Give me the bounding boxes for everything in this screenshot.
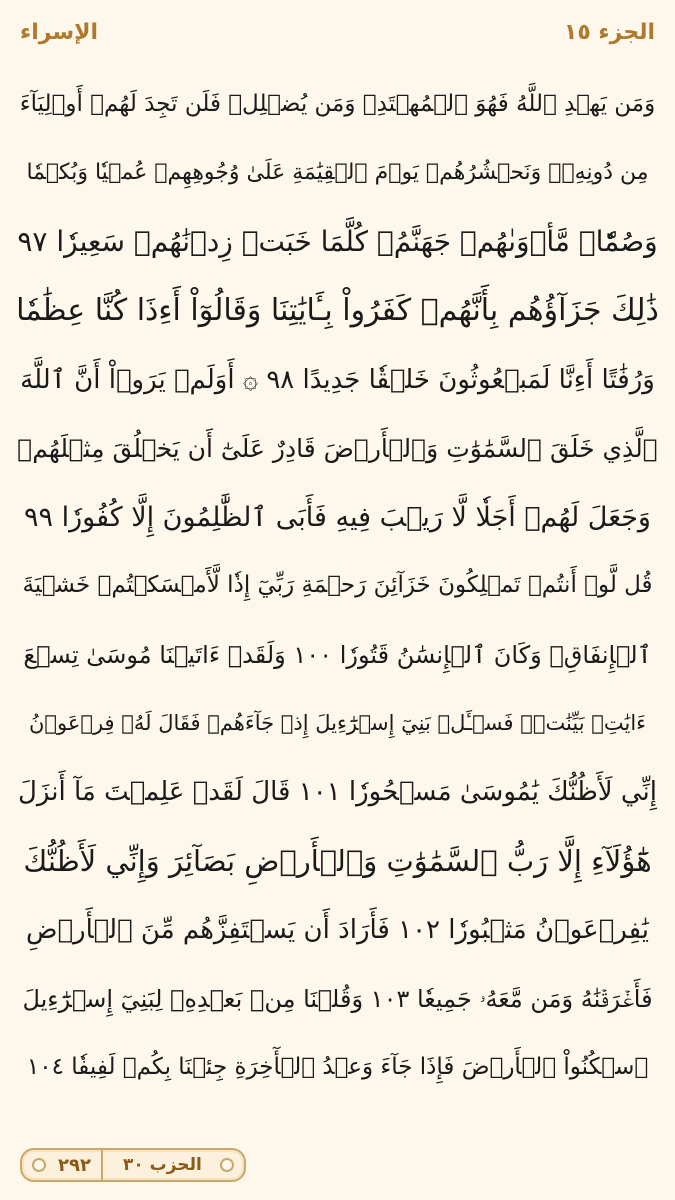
quran-text	[16, 70, 659, 1102]
hizb-label: الحزب ٣٠	[122, 1155, 202, 1175]
text-line: وَمَن يَهۡدِ ٱللَّهُ فَهُوَ ٱلۡمُهۡتَدِۖ وَمَن يُضۡلِلۡ فَلَن تَجِدَ لَهُمۡ أَوۡلِيَآءَ	[19, 90, 656, 117]
text-line: هَٰٓؤُلَآءِ إِلَّا رَبُّ ٱلسَّمَٰوَٰتِ وَٱلۡأَرۡضِ بَصَآئِرَ وَإِنِّي لَأَظُنُّكَ	[23, 843, 652, 878]
text-line: ٱلَّذِي خَلَقَ ٱلسَّمَٰوَٰتِ وَٱلۡأَرۡضَ قَادِرٌ عَلَىٰٓ أَن يَخۡلُقَ مِثۡلَهُمۡ	[17, 433, 658, 463]
text-line: قُل لَّوۡ أَنتُمۡ تَمۡلِكُونَ خَزَآئِنَ رَحۡمَةِ رَبِّيٓ إِذٗا لَّأَمۡسَكۡتُمۡ خَشۡيَةَ	[22, 572, 653, 599]
text-line: ٱسۡكُنُواْ ٱلۡأَرۡضَ فَإِذَا جَآءَ وَعۡدُ ٱلۡأٓخِرَةِ جِئۡنَا بِكُمۡ لَفِيفٗا ١٠٤	[26, 1054, 649, 1081]
text-line: وَرُفَٰتًا أَءِنَّا لَمَبۡعُوثُونَ خَلۡقٗا جَدِيدًا ٩٨ ۞ أَوَلَمۡ يَرَوۡاْ أَنَّ ٱللَّهَ	[20, 364, 655, 395]
text-line: ءَايَٰتِۭ بَيِّنَٰتٖۖ فَسۡـَٔلۡ بَنِيٓ إِسۡرَٰٓءِيلَ إِذۡ جَآءَهُمۡ فَقَالَ لَهُۥ فِرۡعَوۡنُ	[28, 711, 647, 736]
text-line: فَأَغۡرَقۡنَٰهُ وَمَن مَّعَهُۥ جَمِيعٗا ١٠٣ وَقُلۡنَا مِنۢ بَعۡدِهِۦ لِبَنِيٓ إِسۡرَٰٓءِيلَ	[22, 984, 653, 1013]
text-line: ٱلۡإِنفَاقِۚ وَكَانَ ٱلۡإِنسَٰنُ قَتُورٗا ١٠٠ وَلَقَدۡ ءَاتَيۡنَا مُوسَىٰ تِسۡعَ	[23, 640, 652, 669]
text-line: ذَٰلِكَ جَزَآؤُهُم بِأَنَّهُمۡ كَفَرُواْ بِـَٔايَٰتِنَا وَقَالُوٓاْ أَءِذَا كُنَّا عِظَٰمٗا	[16, 292, 659, 328]
ornament-icon	[32, 1158, 46, 1172]
surah-name: الإسراء	[20, 19, 99, 45]
text-line: وَجَعَلَ لَهُمۡ أَجَلٗا لَّا رَيۡبَ فِيهِ فَأَبَى ٱلظَّٰلِمُونَ إِلَّا كُفُورٗا ٩٩	[24, 501, 651, 533]
page-number: ٢٩٢	[50, 1150, 103, 1180]
page-footer	[20, 1148, 246, 1182]
text-line: مِن دُونِهِۦۖ وَنَحۡشُرُهُمۡ يَوۡمَ ٱلۡقِيَٰمَةِ عَلَىٰ وُجُوهِهِمۡ عُمۡيٗا وَبُكۡمٗا	[26, 160, 649, 186]
text-line: وَصُمّٗاۖ مَّأۡوَىٰهُمۡ جَهَنَّمُۖ كُلَّمَا خَبَتۡ زِدۡنَٰهُمۡ سَعِيرٗا ٩٧	[17, 224, 658, 258]
text-line: إِنِّي لَأَظُنُّكَ يَٰمُوسَىٰ مَسۡحُورٗا ١٠١ قَالَ لَقَدۡ عَلِمۡتَ مَآ أَنزَلَ	[18, 777, 657, 808]
footer-frame	[20, 1148, 246, 1182]
text-line: يَٰفِرۡعَوۡنُ مَثۡبُورٗا ١٠٢ فَأَرَادَ أَن يَسۡتَفِزَّهُم مِّنَ ٱلۡأَرۡضِ	[26, 914, 649, 945]
page-header	[20, 12, 655, 52]
ornament-icon	[220, 1158, 234, 1172]
juz-label: الجزء ١٥	[563, 19, 655, 45]
